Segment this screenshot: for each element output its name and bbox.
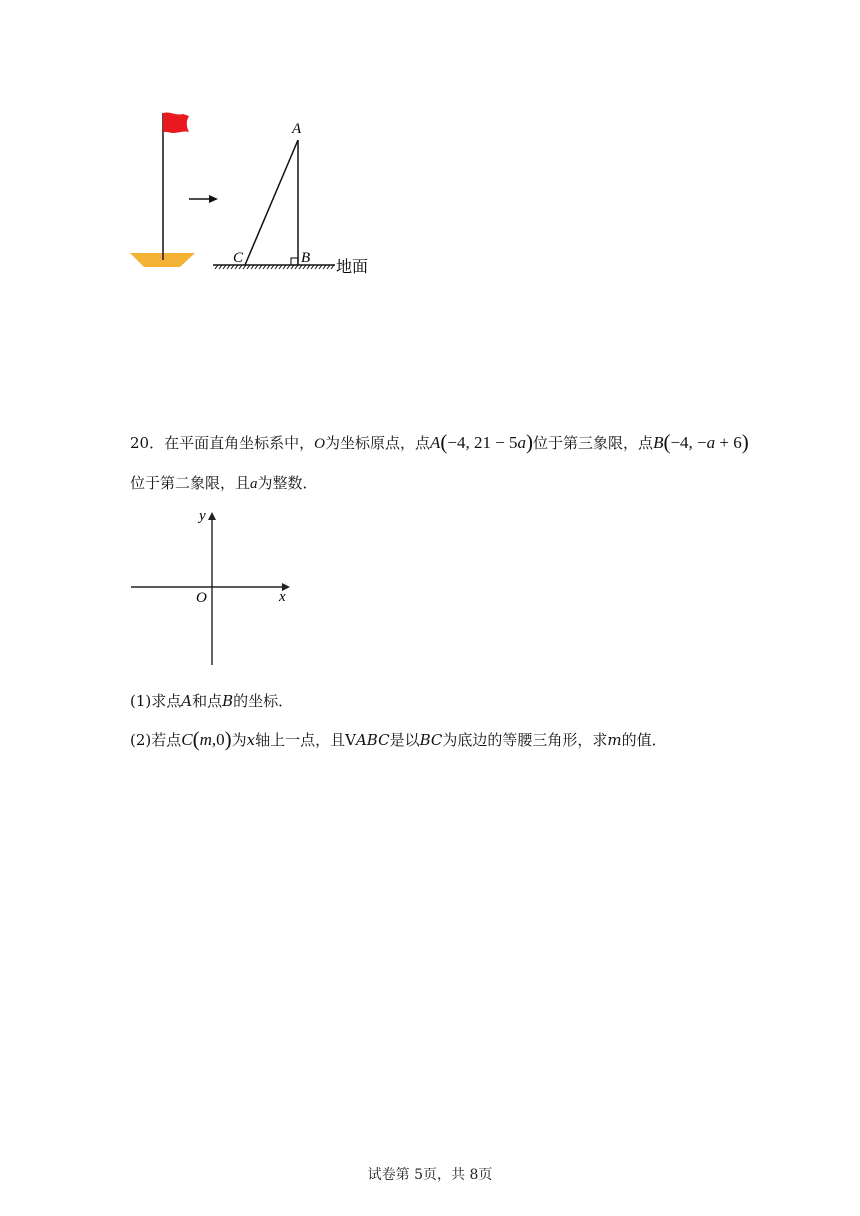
origin-label: O	[196, 590, 207, 606]
q20-text1: 在平面直角坐标系中，	[164, 434, 315, 452]
ground-line	[213, 265, 335, 269]
red-flag-shape	[163, 113, 189, 133]
point-B-expr: B(−4, −a + 6)	[653, 430, 749, 454]
q20-text3: 位于第三象限，点	[533, 434, 654, 452]
q20-line2-pre: 位于第二象限，且	[130, 474, 251, 492]
label-C: C	[233, 250, 244, 266]
right-triangle	[245, 140, 298, 265]
q20-text2: 为坐标原点，点	[324, 434, 430, 452]
point-A-expr: A(−4, 21 − 5a)	[429, 430, 534, 454]
question20-line1	[130, 430, 749, 455]
point-C-expr: C(m,0)	[181, 727, 232, 751]
x-axis-label: x	[279, 589, 286, 605]
origin-var: O	[314, 436, 325, 452]
label-A: A	[292, 121, 302, 137]
flag-triangle-figure	[0, 0, 860, 300]
question-number: 20．	[130, 434, 165, 452]
ground-label: 地面	[336, 259, 369, 276]
sub-question-2: (2)若点C(m,0)为x轴上一点，且VABC是以BC为底边的等腰三角形，求m的值．	[130, 727, 667, 751]
right-angle-marker	[291, 258, 298, 265]
y-axis-label: y	[199, 508, 206, 524]
q20-line2-post: 为整数．	[257, 474, 318, 492]
label-B: B	[301, 250, 311, 266]
question20-line2	[130, 472, 318, 493]
sub-question-1: (1)求点A和点B的坐标．	[130, 692, 294, 710]
page-footer: 试卷第 5页，共 8页	[367, 1167, 493, 1183]
y-axis-arrow-icon	[208, 512, 216, 520]
right-arrow-icon	[189, 195, 218, 203]
coordinate-axes-figure	[120, 505, 310, 675]
var-a: a	[250, 476, 258, 492]
